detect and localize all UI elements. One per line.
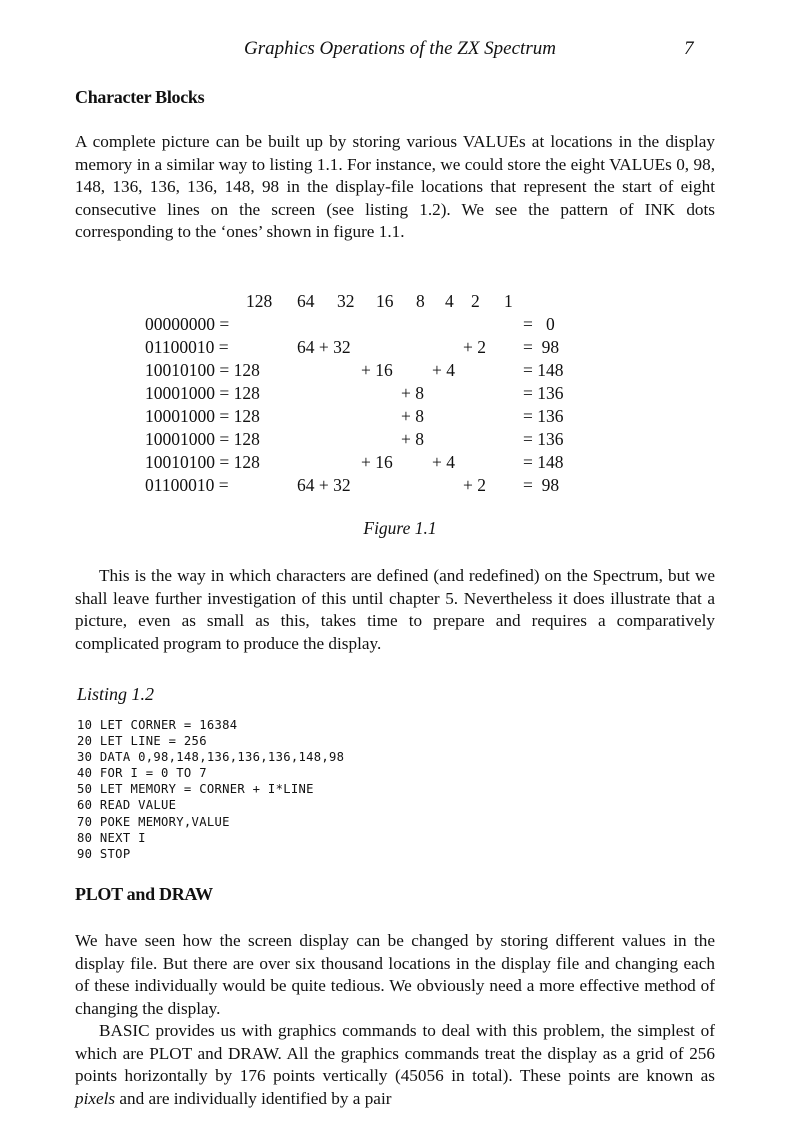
code-line: 90 STOP xyxy=(77,846,131,861)
bit-weight: 64 xyxy=(297,291,315,311)
binary-expression: 10001000 = 128 xyxy=(145,429,260,449)
paragraph-text: A complete picture can be built up by storing various VALUEs at locations in the display memory in a similar way to listing 1.1. For instance, we could store the eight VALUEs 0, 98, 148, 136, 136, 136, 148, 98 in the display-file locations that represent the start of eight consecutive lines on the screen (see listing 1.2). We see the pattern of INK dots corresponding to the ‘ones’ shown in figure 1.1. xyxy=(75,132,715,242)
code-listing xyxy=(77,717,344,862)
bit-weight: 2 xyxy=(471,291,480,311)
emphasis-pixels: pixels xyxy=(75,1088,116,1108)
paragraph-plot-draw-1 xyxy=(75,930,715,1020)
binary-expression: 01100010 = xyxy=(145,475,229,495)
sum-term: + 8 xyxy=(401,406,424,426)
bit-weight: 16 xyxy=(376,291,394,311)
binary-expression: 10010100 = 128 xyxy=(145,360,260,380)
bit-weight: 32 xyxy=(337,291,355,311)
paragraph-character-blocks xyxy=(75,131,715,244)
binary-expression: 00000000 = xyxy=(145,314,230,334)
bit-weight: 1 xyxy=(504,291,513,311)
paragraph-characters-defined xyxy=(75,565,715,655)
text-span: BASIC provides us with graphics commands to deal with this problem, the simplest of which are PLOT and DRAW. All the graphics commands treat the display as a grid of 256 points horizontally by 176 points vertically (45056 in total). These points are known as xyxy=(75,1021,715,1086)
bit-weight: 8 xyxy=(416,291,425,311)
code-line: 80 NEXT I xyxy=(77,830,146,845)
sum-result: = 98 xyxy=(523,475,560,495)
running-header-title: Graphics Operations of the ZX Spectrum xyxy=(244,38,556,59)
paragraph-text xyxy=(75,1020,715,1110)
sum-term: 64 + 32 xyxy=(297,337,351,357)
binary-expression: 10001000 = 128 xyxy=(145,383,260,403)
paragraph-plot-draw-2 xyxy=(75,1020,715,1110)
binary-expression: 10010100 = 128 xyxy=(145,452,260,472)
sum-result: = 148 xyxy=(523,452,564,472)
code-line: 50 LET MEMORY = CORNER + I*LINE xyxy=(77,782,314,797)
listing-title: Listing 1.2 xyxy=(77,684,155,704)
sum-result: = 148 xyxy=(523,360,564,380)
sum-term: + 4 xyxy=(432,360,455,380)
sum-result: = 136 xyxy=(523,429,564,449)
text-span: and are individually identified by a pair xyxy=(115,1088,392,1108)
sum-term: + 2 xyxy=(463,337,486,357)
sum-term: + 2 xyxy=(463,475,486,495)
sum-term: + 8 xyxy=(401,383,424,403)
sum-result: = 136 xyxy=(523,406,564,426)
code-line: 30 DATA 0,98,148,136,136,136,148,98 xyxy=(77,750,345,765)
figure-caption: Figure 1.1 xyxy=(363,518,437,538)
bit-weight: 128 xyxy=(246,291,273,311)
sum-term: + 8 xyxy=(401,429,424,449)
sum-result: = 98 xyxy=(523,337,560,357)
sum-result: = 0 xyxy=(523,314,555,334)
paragraph-text: We have seen how the screen display can be changed by storing different values in the display file. But there are over six thousand locations in the display file and changing each of these individually would be quite tedious. We obviously need a more effective method of changing the display. xyxy=(75,931,715,1018)
code-line: 70 POKE MEMORY,VALUE xyxy=(77,814,230,829)
code-line: 40 FOR I = 0 TO 7 xyxy=(77,766,207,781)
code-line: 60 READ VALUE xyxy=(77,798,177,813)
bit-weight: 4 xyxy=(445,291,454,311)
binary-expression: 01100010 = xyxy=(145,337,229,357)
section-heading-plot-and-draw: PLOT and DRAW xyxy=(75,884,213,904)
sum-term: 64 + 32 xyxy=(297,475,351,495)
sum-term: + 16 xyxy=(361,452,393,472)
code-line: 20 LET LINE = 256 xyxy=(77,734,207,749)
page-number: 7 xyxy=(684,38,694,59)
section-heading-character-blocks: Character Blocks xyxy=(75,87,205,107)
sum-result: = 136 xyxy=(523,383,564,403)
sum-term: + 16 xyxy=(361,360,393,380)
binary-expression: 10001000 = 128 xyxy=(145,406,260,426)
code-line: 10 LET CORNER = 16384 xyxy=(77,718,238,732)
paragraph-text: This is the way in which characters are defined (and redefined) on the Spectrum, but we shall leave further investigation of this until chapter 5. Nevertheless it does illustrate that a picture, even as small as this, takes time to prepare and requires a comparatively complicated program to produce the display. xyxy=(75,566,715,653)
sum-term: + 4 xyxy=(432,452,455,472)
